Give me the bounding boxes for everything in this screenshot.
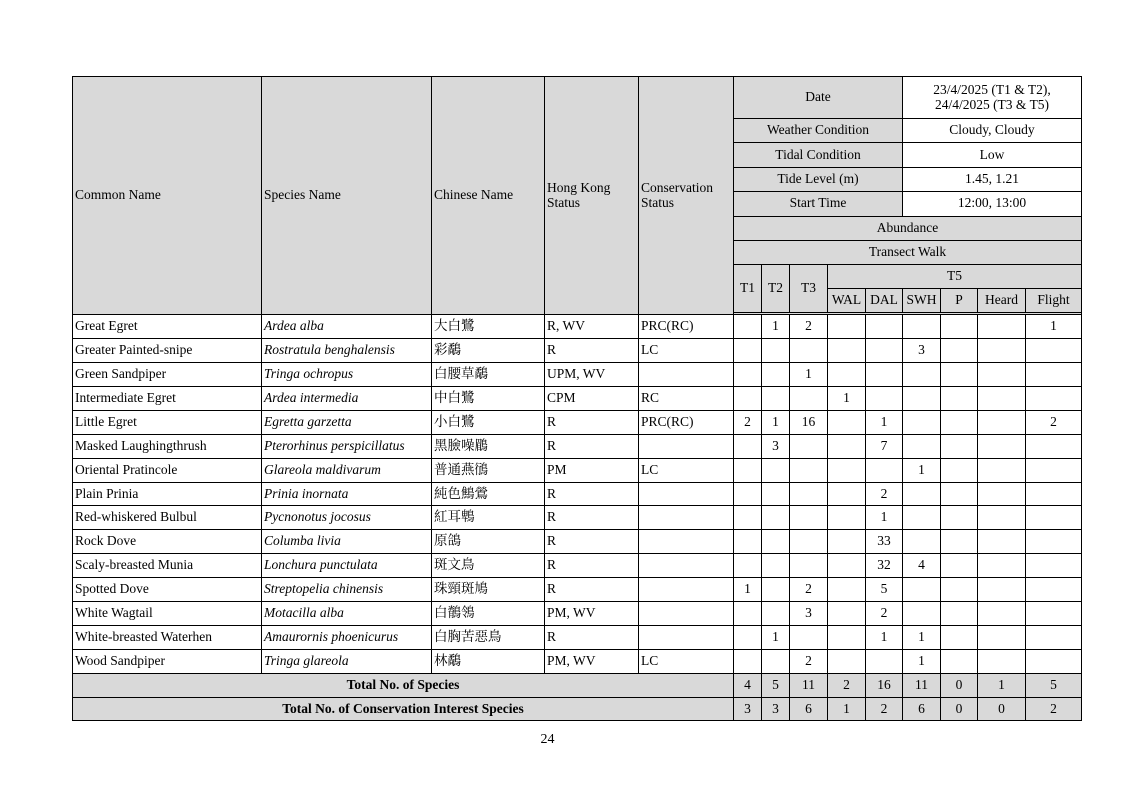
count-cell xyxy=(734,554,762,578)
conservation-status-cell xyxy=(639,363,734,387)
chinese-name-header: Chinese Name xyxy=(432,77,545,315)
count-cell xyxy=(790,625,828,649)
count-cell xyxy=(941,410,978,434)
count-cell xyxy=(762,458,790,482)
transect-walk-header: Transect Walk xyxy=(734,240,1082,264)
survey-info-label: Tidal Condition xyxy=(734,143,903,167)
t3-header: T3 xyxy=(790,265,828,313)
count-cell xyxy=(734,339,762,363)
count-cell xyxy=(790,554,828,578)
count-cell: 5 xyxy=(866,578,903,602)
count-cell xyxy=(828,434,866,458)
survey-info-value: 12:00, 13:00 xyxy=(903,192,1082,216)
count-cell xyxy=(828,482,866,506)
chinese-name-cell: 珠頸斑鳩 xyxy=(432,578,545,602)
count-cell xyxy=(866,339,903,363)
count-cell: 16 xyxy=(790,410,828,434)
count-cell xyxy=(866,649,903,673)
hk-status-cell: CPM xyxy=(545,387,639,411)
total-count-cell: 0 xyxy=(941,673,978,697)
total-count-cell: 3 xyxy=(762,697,790,721)
count-cell xyxy=(762,602,790,626)
count-cell xyxy=(1026,458,1082,482)
conservation-status-cell: LC xyxy=(639,458,734,482)
total-count-cell: 2 xyxy=(866,697,903,721)
total-count-cell: 3 xyxy=(734,697,762,721)
count-cell xyxy=(790,506,828,530)
abundance-header: Abundance xyxy=(734,216,1082,240)
common-name-cell: Wood Sandpiper xyxy=(73,649,262,673)
common-name-cell: Rock Dove xyxy=(73,530,262,554)
count-cell xyxy=(941,387,978,411)
conservation-status-header: Conservation Status xyxy=(639,77,734,315)
count-cell xyxy=(1026,625,1082,649)
wal-header: WAL xyxy=(828,289,866,313)
page-number: 24 xyxy=(540,732,555,747)
count-cell xyxy=(903,434,941,458)
flight-header: Flight xyxy=(1026,289,1082,313)
count-cell xyxy=(828,458,866,482)
count-cell xyxy=(978,482,1026,506)
common-name-cell: Oriental Pratincole xyxy=(73,458,262,482)
count-cell xyxy=(941,649,978,673)
species-name-cell: Tringa glareola xyxy=(262,649,432,673)
count-cell xyxy=(978,387,1026,411)
species-name-cell: Prinia inornata xyxy=(262,482,432,506)
count-cell xyxy=(828,315,866,339)
total-count-cell: 1 xyxy=(978,673,1026,697)
count-cell xyxy=(866,315,903,339)
total-count-cell: 4 xyxy=(734,673,762,697)
count-cell xyxy=(1026,554,1082,578)
count-cell xyxy=(828,625,866,649)
count-cell: 1 xyxy=(1026,315,1082,339)
conservation-status-cell: RC xyxy=(639,387,734,411)
count-cell: 2 xyxy=(790,649,828,673)
chinese-name-cell: 中白鷺 xyxy=(432,387,545,411)
count-cell xyxy=(866,363,903,387)
species-list xyxy=(73,315,1082,673)
count-cell xyxy=(1026,602,1082,626)
count-cell xyxy=(734,530,762,554)
count-cell: 3 xyxy=(903,339,941,363)
count-cell: 2 xyxy=(790,578,828,602)
count-cell xyxy=(941,458,978,482)
species-name-cell: Pycnonotus jocosus xyxy=(262,506,432,530)
count-cell: 1 xyxy=(903,649,941,673)
survey-info-value: Cloudy, Cloudy xyxy=(903,119,1082,143)
count-cell xyxy=(941,363,978,387)
common-name-cell: Spotted Dove xyxy=(73,578,262,602)
count-cell xyxy=(903,506,941,530)
count-cell xyxy=(828,602,866,626)
total-count-cell: 6 xyxy=(790,697,828,721)
table-row xyxy=(73,554,1082,578)
count-cell xyxy=(828,410,866,434)
species-name-cell: Rostratula benghalensis xyxy=(262,339,432,363)
table-row xyxy=(73,530,1082,554)
species-name-cell: Motacilla alba xyxy=(262,602,432,626)
chinese-name-cell: 黑臉噪鶥 xyxy=(432,434,545,458)
conservation-status-cell xyxy=(639,506,734,530)
common-name-cell: White-breasted Waterhen xyxy=(73,625,262,649)
count-cell xyxy=(903,530,941,554)
table-row xyxy=(73,482,1082,506)
dal-header: DAL xyxy=(866,289,903,313)
count-cell xyxy=(1026,339,1082,363)
chinese-name-cell: 純色鷦鶯 xyxy=(432,482,545,506)
count-cell xyxy=(762,339,790,363)
total-count-cell: 2 xyxy=(828,673,866,697)
count-cell xyxy=(1026,506,1082,530)
table-row xyxy=(73,339,1082,363)
count-cell xyxy=(762,554,790,578)
table-row xyxy=(73,625,1082,649)
count-cell xyxy=(1026,363,1082,387)
count-cell: 1 xyxy=(762,410,790,434)
count-cell xyxy=(903,410,941,434)
count-cell xyxy=(941,602,978,626)
count-cell xyxy=(790,387,828,411)
survey-info-label: Weather Condition xyxy=(734,119,903,143)
common-name-cell: Plain Prinia xyxy=(73,482,262,506)
table-row xyxy=(73,458,1082,482)
count-cell: 1 xyxy=(866,625,903,649)
swh-header: SWH xyxy=(903,289,941,313)
hk-status-cell: R, WV xyxy=(545,315,639,339)
conservation-status-cell: PRC(RC) xyxy=(639,410,734,434)
conservation-status-cell: LC xyxy=(639,649,734,673)
count-cell: 1 xyxy=(903,625,941,649)
species-name-cell: Columba livia xyxy=(262,530,432,554)
count-cell xyxy=(903,602,941,626)
count-cell: 2 xyxy=(790,315,828,339)
table-row xyxy=(73,602,1082,626)
hk-status-cell: R xyxy=(545,339,639,363)
hk-status-cell: R xyxy=(545,554,639,578)
common-name-cell: Scaly-breasted Munia xyxy=(73,554,262,578)
count-cell: 4 xyxy=(903,554,941,578)
count-cell: 1 xyxy=(903,458,941,482)
hk-status-cell: R xyxy=(545,482,639,506)
conservation-status-cell xyxy=(639,625,734,649)
species-name-cell: Ardea intermedia xyxy=(262,387,432,411)
hk-status-cell: R xyxy=(545,578,639,602)
chinese-name-cell: 林鷸 xyxy=(432,649,545,673)
count-cell: 1 xyxy=(828,387,866,411)
count-cell xyxy=(1026,387,1082,411)
species-name-cell: Tringa ochropus xyxy=(262,363,432,387)
common-name-cell: Intermediate Egret xyxy=(73,387,262,411)
species-name-cell: Lonchura punctulata xyxy=(262,554,432,578)
totals-row xyxy=(73,697,1082,721)
table-row xyxy=(73,506,1082,530)
count-cell: 7 xyxy=(866,434,903,458)
table-row xyxy=(73,649,1082,673)
count-cell: 33 xyxy=(866,530,903,554)
chinese-name-cell: 彩鷸 xyxy=(432,339,545,363)
count-cell xyxy=(790,482,828,506)
conservation-status-cell xyxy=(639,578,734,602)
count-cell xyxy=(1026,578,1082,602)
heard-header: Heard xyxy=(978,289,1026,313)
p-header: P xyxy=(941,289,978,313)
survey-info-value: Low xyxy=(903,143,1082,167)
common-name-header: Common Name xyxy=(73,77,262,315)
total-count-cell: 5 xyxy=(762,673,790,697)
t5-header: T5 xyxy=(828,265,1082,289)
count-cell xyxy=(1026,530,1082,554)
chinese-name-cell: 普通燕鴴 xyxy=(432,458,545,482)
common-name-cell: Green Sandpiper xyxy=(73,363,262,387)
conservation-status-cell: PRC(RC) xyxy=(639,315,734,339)
survey-info-value: 23/4/2025 (T1 & T2), 24/4/2025 (T3 & T5) xyxy=(903,77,1082,119)
t1-header: T1 xyxy=(734,265,762,313)
count-cell xyxy=(734,363,762,387)
hk-status-cell: PM, WV xyxy=(545,649,639,673)
count-cell xyxy=(941,506,978,530)
count-cell xyxy=(790,434,828,458)
count-cell xyxy=(734,315,762,339)
chinese-name-cell: 原鴿 xyxy=(432,530,545,554)
count-cell xyxy=(828,339,866,363)
species-name-cell: Egretta garzetta xyxy=(262,410,432,434)
total-count-cell: 6 xyxy=(903,697,941,721)
common-name-cell: Greater Painted-snipe xyxy=(73,339,262,363)
chinese-name-cell: 白胸苦惡鳥 xyxy=(432,625,545,649)
count-cell xyxy=(734,602,762,626)
count-cell: 2 xyxy=(1026,410,1082,434)
common-name-cell: Great Egret xyxy=(73,315,262,339)
hk-status-cell: R xyxy=(545,530,639,554)
count-cell xyxy=(828,506,866,530)
count-cell xyxy=(734,458,762,482)
count-cell xyxy=(978,339,1026,363)
survey-info-value: 1.45, 1.21 xyxy=(903,167,1082,191)
total-count-cell: 0 xyxy=(941,697,978,721)
count-cell xyxy=(941,625,978,649)
count-cell xyxy=(978,458,1026,482)
chinese-name-cell: 白鶺鴒 xyxy=(432,602,545,626)
conservation-status-cell xyxy=(639,482,734,506)
count-cell xyxy=(734,434,762,458)
count-cell xyxy=(762,482,790,506)
species-name-cell: Streptopelia chinensis xyxy=(262,578,432,602)
chinese-name-cell: 小白鷺 xyxy=(432,410,545,434)
count-cell xyxy=(734,625,762,649)
count-cell xyxy=(866,458,903,482)
count-cell xyxy=(828,363,866,387)
count-cell xyxy=(941,554,978,578)
species-name-cell: Glareola maldivarum xyxy=(262,458,432,482)
count-cell: 1 xyxy=(866,410,903,434)
total-count-cell: 2 xyxy=(1026,697,1082,721)
count-cell xyxy=(941,482,978,506)
count-cell xyxy=(762,387,790,411)
table-row xyxy=(73,578,1082,602)
total-count-cell: 16 xyxy=(866,673,903,697)
count-cell xyxy=(941,530,978,554)
hk-status-cell: PM, WV xyxy=(545,602,639,626)
species-name-header: Species Name xyxy=(262,77,432,315)
survey-info-label: Start Time xyxy=(734,192,903,216)
count-cell xyxy=(1026,434,1082,458)
count-cell xyxy=(978,649,1026,673)
count-cell: 2 xyxy=(734,410,762,434)
count-cell: 1 xyxy=(762,315,790,339)
count-cell xyxy=(941,434,978,458)
count-cell xyxy=(762,649,790,673)
survey-info-label: Tide Level (m) xyxy=(734,167,903,191)
count-cell xyxy=(790,530,828,554)
total-count-cell: 11 xyxy=(790,673,828,697)
hk-status-cell: R xyxy=(545,410,639,434)
chinese-name-cell: 大白鷺 xyxy=(432,315,545,339)
totals-row xyxy=(73,673,1082,697)
table-row xyxy=(73,363,1082,387)
hk-status-header: Hong Kong Status xyxy=(545,77,639,315)
count-cell xyxy=(1026,649,1082,673)
count-cell xyxy=(978,530,1026,554)
common-name-cell: Masked Laughingthrush xyxy=(73,434,262,458)
totals-label: Total No. of Conservation Interest Species xyxy=(73,697,734,721)
count-cell xyxy=(828,578,866,602)
count-cell xyxy=(790,339,828,363)
table-row xyxy=(73,315,1082,339)
table-row xyxy=(73,434,1082,458)
count-cell xyxy=(762,363,790,387)
species-name-cell: Amaurornis phoenicurus xyxy=(262,625,432,649)
hk-status-cell: R xyxy=(545,625,639,649)
count-cell xyxy=(978,602,1026,626)
common-name-cell: Little Egret xyxy=(73,410,262,434)
count-cell: 1 xyxy=(734,578,762,602)
count-cell xyxy=(866,387,903,411)
count-cell: 32 xyxy=(866,554,903,578)
conservation-status-cell xyxy=(639,434,734,458)
total-count-cell: 11 xyxy=(903,673,941,697)
count-cell xyxy=(941,315,978,339)
count-cell xyxy=(828,530,866,554)
count-cell xyxy=(734,387,762,411)
count-cell xyxy=(978,315,1026,339)
count-cell: 2 xyxy=(866,602,903,626)
count-cell xyxy=(978,578,1026,602)
bird-survey-table xyxy=(72,76,1082,721)
count-cell: 3 xyxy=(790,602,828,626)
chinese-name-cell: 斑文鳥 xyxy=(432,554,545,578)
count-cell xyxy=(790,458,828,482)
totals-label: Total No. of Species xyxy=(73,673,734,697)
count-cell xyxy=(978,410,1026,434)
count-cell xyxy=(762,578,790,602)
count-cell: 1 xyxy=(790,363,828,387)
conservation-status-cell xyxy=(639,554,734,578)
total-count-cell: 5 xyxy=(1026,673,1082,697)
hk-status-cell: UPM, WV xyxy=(545,363,639,387)
count-cell xyxy=(978,506,1026,530)
count-cell xyxy=(734,649,762,673)
table-row xyxy=(73,387,1082,411)
hk-status-cell: R xyxy=(545,434,639,458)
common-name-cell: Red-whiskered Bulbul xyxy=(73,506,262,530)
totals-section xyxy=(73,673,1082,721)
count-cell: 1 xyxy=(866,506,903,530)
count-cell xyxy=(828,554,866,578)
count-cell xyxy=(903,578,941,602)
count-cell: 2 xyxy=(866,482,903,506)
count-cell xyxy=(762,506,790,530)
count-cell xyxy=(734,482,762,506)
count-cell: 3 xyxy=(762,434,790,458)
count-cell xyxy=(978,363,1026,387)
conservation-status-cell: LC xyxy=(639,339,734,363)
count-cell xyxy=(762,530,790,554)
count-cell xyxy=(903,315,941,339)
total-count-cell: 1 xyxy=(828,697,866,721)
count-cell xyxy=(941,339,978,363)
count-cell xyxy=(903,363,941,387)
count-cell: 1 xyxy=(762,625,790,649)
count-cell xyxy=(903,482,941,506)
chinese-name-cell: 白腰草鷸 xyxy=(432,363,545,387)
survey-info-label: Date xyxy=(734,77,903,119)
species-name-cell: Pterorhinus perspicillatus xyxy=(262,434,432,458)
common-name-cell: White Wagtail xyxy=(73,602,262,626)
count-cell xyxy=(978,554,1026,578)
hk-status-cell: R xyxy=(545,506,639,530)
conservation-status-cell xyxy=(639,602,734,626)
species-name-cell: Ardea alba xyxy=(262,315,432,339)
t2-header: T2 xyxy=(762,265,790,313)
count-cell xyxy=(828,649,866,673)
count-cell xyxy=(734,506,762,530)
count-cell xyxy=(941,578,978,602)
count-cell xyxy=(978,434,1026,458)
hk-status-cell: PM xyxy=(545,458,639,482)
count-cell xyxy=(903,387,941,411)
chinese-name-cell: 紅耳鵯 xyxy=(432,506,545,530)
count-cell xyxy=(978,625,1026,649)
total-count-cell: 0 xyxy=(978,697,1026,721)
count-cell xyxy=(1026,482,1082,506)
conservation-status-cell xyxy=(639,530,734,554)
table-row xyxy=(73,410,1082,434)
